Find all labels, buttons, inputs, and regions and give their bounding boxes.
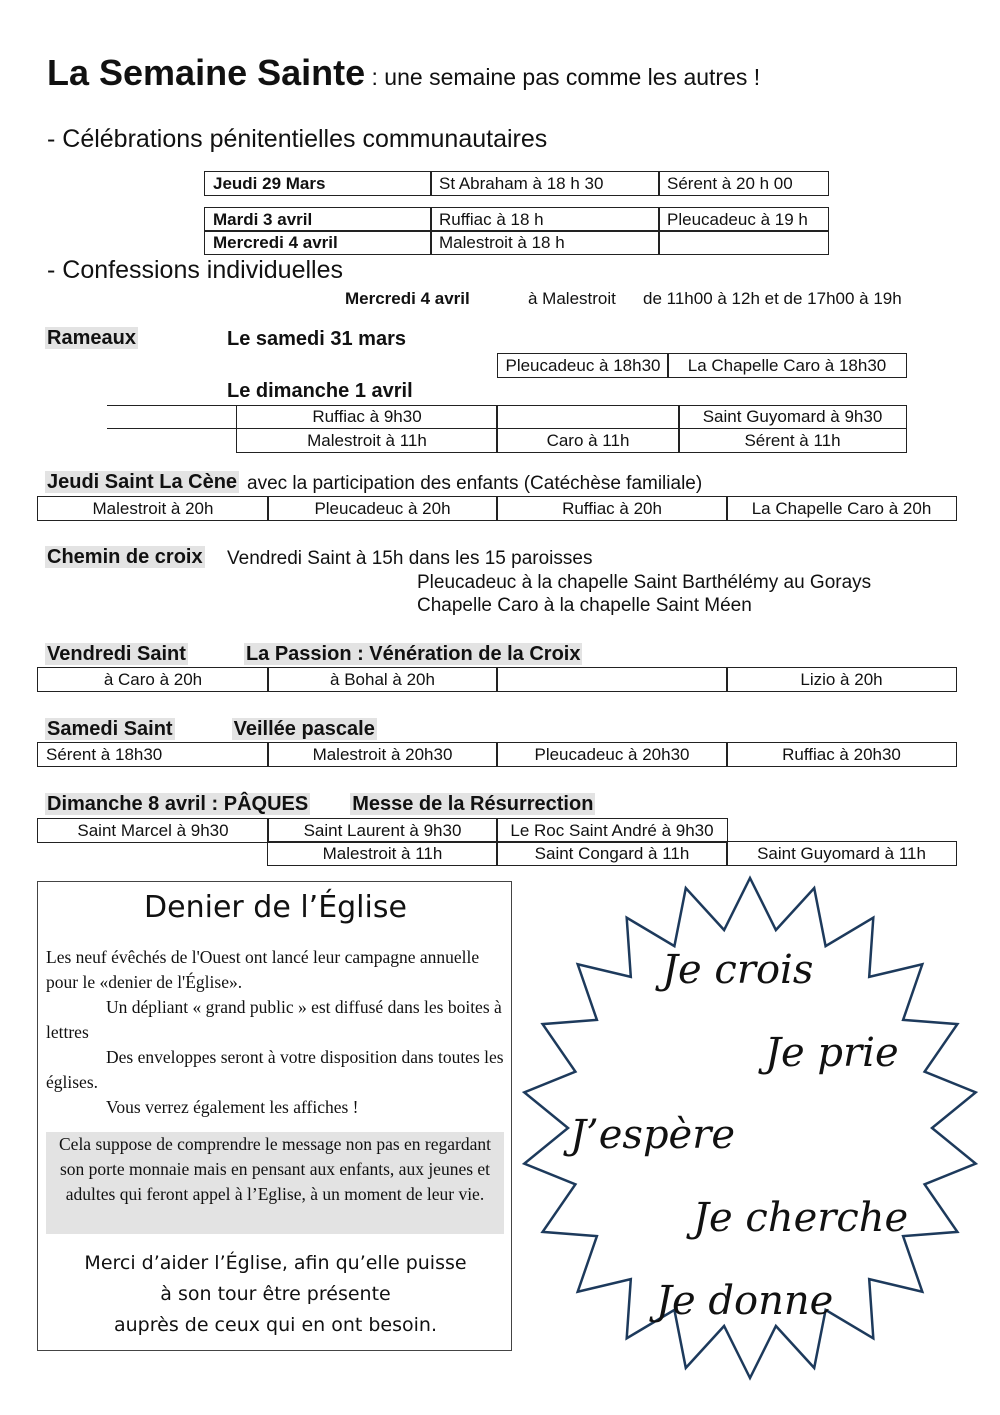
chemin-line: Pleucadeuc à la chapelle Saint Barthélémy au Gorays xyxy=(417,572,872,593)
vendredi-cell: à Bohal à 20h xyxy=(267,667,498,692)
vendredi-cell: Lizio à 20h xyxy=(726,667,957,692)
samedi-cell: Malestroit à 20h30 xyxy=(267,742,498,767)
denier-paragraph: Des enveloppes seront à votre disposition dans toutes les églises. xyxy=(46,1047,504,1092)
chemin-line: Chapelle Caro à la chapelle Saint Méen xyxy=(417,595,752,616)
jeudi-label: Jeudi Saint La Cène xyxy=(47,471,238,493)
rameaux-sun-cell: Ruffiac à 9h30 xyxy=(236,405,498,429)
star-line: Je crois xyxy=(662,947,814,993)
denier-thanks-line: auprès de ceux qui en ont besoin. xyxy=(114,1314,437,1336)
denier-paragraph: Les neuf évêchés de l'Ouest ont lancé leur campagne annuelle pour le «denier de l'Église». xyxy=(46,947,480,992)
denier-box xyxy=(37,881,512,1351)
samedi-subtitle: Veillée pascale xyxy=(233,718,375,740)
rameaux-sun-cell: Saint Guyomard à 9h30 xyxy=(678,405,907,429)
penitential-place: Sérent à 20 h 00 xyxy=(658,171,829,196)
title-main: La Semaine Sainte xyxy=(47,52,366,93)
penitential-place: St Abraham à 18 h 30 xyxy=(430,171,660,196)
paques-cell: Saint Marcel à 9h30 xyxy=(37,818,269,843)
confessions-heading: - Confessions individuelles xyxy=(47,256,343,284)
title-subtitle: : une semaine pas comme les autres ! xyxy=(365,64,761,90)
samedi-cell: Ruffiac à 20h30 xyxy=(726,742,957,767)
confessions-day: Mercredi 4 avril xyxy=(345,289,470,308)
vendredi-cell xyxy=(496,667,728,692)
jeudi-cell: Ruffiac à 20h xyxy=(496,496,728,521)
paques-cell: Saint Congard à 11h xyxy=(496,841,728,866)
vendredi-label: Vendredi Saint xyxy=(47,643,186,665)
rameaux-sat-cell: Pleucadeuc à 18h30 xyxy=(497,353,669,378)
paques-cell: Le Roc Saint André à 9h30 xyxy=(496,818,728,843)
penitential-place xyxy=(658,230,829,255)
denier-highlight: Cela suppose de comprendre le message non pas en regardant son porte monnaie mais en pensant aux enfants, aux jeunes et adultes qui feront appel à l’Eglise, à un moment de leur vie. xyxy=(46,1132,504,1234)
denier-title: Denier de l’Église xyxy=(144,890,407,925)
paques-label: Dimanche 8 avril : PÂQUES xyxy=(47,793,309,815)
rameaux-label: Rameaux xyxy=(47,327,136,349)
star-line: Je donne xyxy=(656,1278,834,1324)
table-rule xyxy=(107,428,237,429)
rameaux-sunday: Le dimanche 1 avril xyxy=(227,380,413,402)
jeudi-cell: La Chapelle Caro à 20h xyxy=(726,496,957,521)
samedi-cell: Sérent à 18h30 xyxy=(37,742,269,767)
penitential-place: Malestroit à 18 h xyxy=(430,230,660,255)
paques-subtitle: Messe de la Résurrection xyxy=(352,793,594,815)
denier-thanks-line: Merci d’aider l’Église, afin qu’elle puisse xyxy=(84,1252,467,1274)
vendredi-cell: à Caro à 20h xyxy=(37,667,269,692)
samedi-cell: Pleucadeuc à 20h30 xyxy=(496,742,728,767)
rameaux-sun-cell: Caro à 11h xyxy=(496,428,680,453)
denier-paragraph: Un dépliant « grand public » est diffusé dans les boites à lettres xyxy=(46,997,502,1042)
penitential-place: Ruffiac à 18 h xyxy=(430,207,660,232)
table-rule xyxy=(107,405,237,406)
paques-cell: Malestroit à 11h xyxy=(267,841,498,866)
chemin-line: Vendredi Saint à 15h dans les 15 paroisses xyxy=(227,548,593,569)
rameaux-sun-cell: Malestroit à 11h xyxy=(236,428,498,453)
penitential-place: Pleucadeuc à 19 h xyxy=(658,207,829,232)
page-title xyxy=(47,52,760,94)
penitential-heading: - Célébrations pénitentielles communautaires xyxy=(47,125,548,153)
star-line: Je prie xyxy=(765,1030,899,1076)
rameaux-sat-cell: La Chapelle Caro à 18h30 xyxy=(667,353,907,378)
paques-cell: Saint Laurent à 9h30 xyxy=(267,818,498,843)
star-line: J’espère xyxy=(570,1112,736,1158)
paques-cell: Saint Guyomard à 11h xyxy=(726,841,957,866)
denier-thanks xyxy=(38,1248,513,1341)
chemin-label: Chemin de croix xyxy=(47,546,203,568)
rameaux-sun-cell: Sérent à 11h xyxy=(678,428,907,453)
rameaux-sun-cell xyxy=(496,405,680,429)
jeudi-description: avec la participation des enfants (Catéchèse familiale) xyxy=(247,473,703,494)
jeudi-cell: Pleucadeuc à 20h xyxy=(267,496,498,521)
vendredi-subtitle: La Passion : Vénération de la Croix xyxy=(245,643,581,665)
penitential-day: Mercredi 4 avril xyxy=(204,230,432,255)
denier-thanks-line: à son tour être présente xyxy=(160,1283,391,1305)
confessions-hours: de 11h00 à 12h et de 17h00 à 19h xyxy=(643,289,902,308)
rameaux-saturday: Le samedi 31 mars xyxy=(227,328,406,350)
penitential-day: Jeudi 29 Mars xyxy=(204,171,432,196)
jeudi-cell: Malestroit à 20h xyxy=(37,496,269,521)
penitential-day: Mardi 3 avril xyxy=(204,207,432,232)
denier-paragraph: Vous verrez également les affiches ! xyxy=(106,1097,359,1117)
samedi-label: Samedi Saint xyxy=(47,718,173,740)
star-line: Je cherche xyxy=(693,1195,909,1241)
confessions-place: à Malestroit xyxy=(528,289,616,308)
